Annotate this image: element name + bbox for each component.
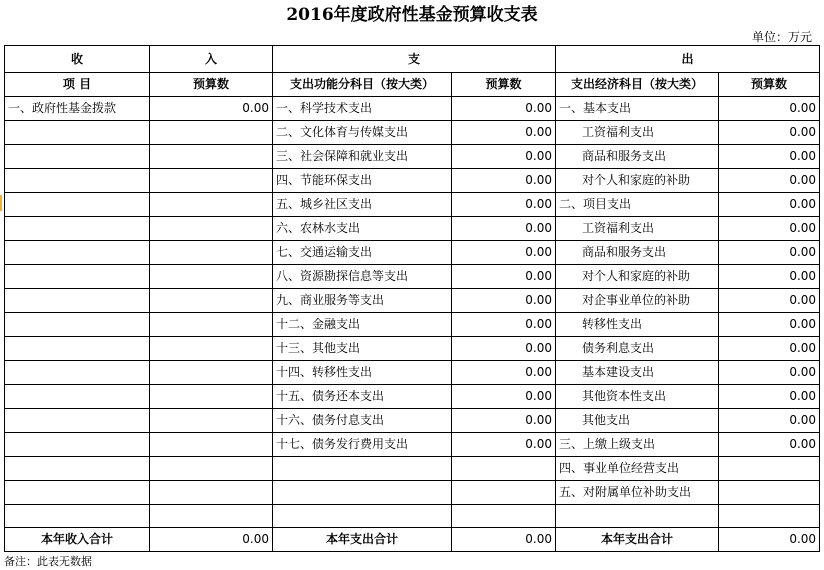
income-budget-cell[interactable] xyxy=(150,433,273,457)
table-row xyxy=(5,409,820,433)
function-total-label[interactable]: 本年支出合计 xyxy=(273,528,452,552)
function-budget-cell[interactable]: 0.00 xyxy=(452,433,556,457)
table-row xyxy=(5,145,820,169)
function-item-cell[interactable]: 八、资源勘探信息等支出 xyxy=(273,265,452,289)
function-budget-cell[interactable]: 0.00 xyxy=(452,337,556,361)
function-item-cell[interactable]: 十五、债务还本支出 xyxy=(273,385,452,409)
economic-budget-cell[interactable]: 0.00 xyxy=(719,121,820,145)
income-item-cell[interactable] xyxy=(5,217,150,241)
economic-item-cell[interactable]: 商品和服务支出 xyxy=(556,145,719,169)
table-row xyxy=(5,265,820,289)
function-item-cell[interactable]: 十六、债务付息支出 xyxy=(273,409,452,433)
function-budget-cell[interactable]: 0.00 xyxy=(452,241,556,265)
row-selection-marker xyxy=(0,195,2,211)
function-item-cell[interactable]: 三、社会保障和就业支出 xyxy=(273,145,452,169)
income-item-cell[interactable] xyxy=(5,193,150,217)
income-budget-cell[interactable] xyxy=(150,265,273,289)
economic-item-cell[interactable]: 四、事业单位经营支出 xyxy=(556,457,719,481)
function-item-cell[interactable]: 二、文化体育与传媒支出 xyxy=(273,121,452,145)
function-item-cell[interactable]: 九、商业服务等支出 xyxy=(273,289,452,313)
economic-item-cell[interactable]: 一、基本支出 xyxy=(556,97,719,121)
function-item-cell[interactable] xyxy=(273,457,452,481)
page-title: 2016年度政府性基金预算收支表 xyxy=(286,5,538,25)
table-row xyxy=(5,505,820,528)
economic-item-cell[interactable]: 对个人和家庭的补助 xyxy=(556,169,719,193)
income-budget-cell[interactable] xyxy=(150,409,273,433)
function-item-cell[interactable]: 六、农林水支出 xyxy=(273,217,452,241)
income-budget-cell[interactable] xyxy=(150,217,273,241)
column-header-row xyxy=(5,73,820,97)
economic-item-cell[interactable]: 商品和服务支出 xyxy=(556,241,719,265)
economic-budget-cell[interactable]: 0.00 xyxy=(719,145,820,169)
economic-item-cell[interactable]: 二、项目支出 xyxy=(556,193,719,217)
economic-budget-cell[interactable] xyxy=(719,457,820,481)
table-row xyxy=(5,457,820,481)
table-row xyxy=(5,385,820,409)
function-item-cell[interactable]: 十二、金融支出 xyxy=(273,313,452,337)
income-item-cell[interactable] xyxy=(5,121,150,145)
economic-budget-cell[interactable] xyxy=(719,481,820,505)
income-item-cell[interactable] xyxy=(5,169,150,193)
economic-budget-cell[interactable]: 0.00 xyxy=(719,97,820,121)
economic-item-cell[interactable]: 工资福利支出 xyxy=(556,121,719,145)
economic-item-cell[interactable]: 债务利息支出 xyxy=(556,337,719,361)
economic-budget-cell[interactable]: 0.00 xyxy=(719,169,820,193)
function-budget-cell[interactable]: 0.00 xyxy=(452,409,556,433)
income-item-cell[interactable] xyxy=(5,313,150,337)
table-row xyxy=(5,337,820,361)
income-item-cell[interactable] xyxy=(5,241,150,265)
income-budget-cell[interactable] xyxy=(150,457,273,481)
income-total-label[interactable]: 本年收入合计 xyxy=(5,528,150,552)
table-row xyxy=(5,313,820,337)
income-budget-cell[interactable] xyxy=(150,169,273,193)
function-budget-cell[interactable]: 0.00 xyxy=(452,217,556,241)
income-item-cell[interactable] xyxy=(5,145,150,169)
income-budget-cell[interactable] xyxy=(150,241,273,265)
income-item-cell[interactable] xyxy=(5,481,150,505)
function-item-cell[interactable]: 四、节能环保支出 xyxy=(273,169,452,193)
income-budget-cell[interactable] xyxy=(150,145,273,169)
economic-budget-cell[interactable]: 0.00 xyxy=(719,241,820,265)
col-header-budget-function[interactable]: 预算数 xyxy=(452,73,556,97)
economic-budget-cell[interactable]: 0.00 xyxy=(719,193,820,217)
economic-item-cell[interactable]: 对个人和家庭的补助 xyxy=(556,265,719,289)
table-row xyxy=(5,289,820,313)
income-group-left[interactable]: 收 xyxy=(5,46,150,73)
table-row xyxy=(5,121,820,145)
income-item-cell[interactable]: 一、政府性基金拨款 xyxy=(5,97,150,121)
economic-budget-cell[interactable]: 0.00 xyxy=(719,337,820,361)
economic-item-cell[interactable]: 其他支出 xyxy=(556,409,719,433)
col-header-budget-economic[interactable]: 预算数 xyxy=(719,73,820,97)
income-budget-cell[interactable] xyxy=(150,361,273,385)
function-total-value[interactable]: 0.00 xyxy=(452,528,556,552)
function-budget-cell[interactable]: 0.00 xyxy=(452,145,556,169)
function-item-cell[interactable] xyxy=(273,505,452,528)
economic-item-cell[interactable]: 三、上缴上级支出 xyxy=(556,433,719,457)
function-item-cell[interactable] xyxy=(273,481,452,505)
col-header-economic[interactable]: 支出经济科目（按大类） xyxy=(556,73,719,97)
table-row xyxy=(5,169,820,193)
income-item-cell[interactable] xyxy=(5,337,150,361)
income-item-cell[interactable] xyxy=(5,385,150,409)
table-row xyxy=(5,193,820,217)
totals-row xyxy=(5,528,820,552)
economic-item-cell[interactable]: 五、对附属单位补助支出 xyxy=(556,481,719,505)
income-budget-cell[interactable] xyxy=(150,337,273,361)
col-header-function[interactable]: 支出功能分科目（按大类） xyxy=(273,73,452,97)
group-header-row xyxy=(5,46,820,73)
income-item-cell[interactable] xyxy=(5,289,150,313)
function-budget-cell[interactable] xyxy=(452,457,556,481)
function-item-cell[interactable]: 十四、转移性支出 xyxy=(273,361,452,385)
function-item-cell[interactable]: 一、科学技术支出 xyxy=(273,97,452,121)
income-item-cell[interactable] xyxy=(5,433,150,457)
function-budget-cell[interactable]: 0.00 xyxy=(452,265,556,289)
function-budget-cell[interactable]: 0.00 xyxy=(452,385,556,409)
economic-item-cell[interactable]: 基本建设支出 xyxy=(556,361,719,385)
income-group-right[interactable]: 入 xyxy=(150,46,273,73)
income-budget-cell[interactable] xyxy=(150,313,273,337)
income-budget-cell[interactable]: 0.00 xyxy=(150,97,273,121)
income-budget-cell[interactable] xyxy=(150,385,273,409)
economic-budget-cell[interactable] xyxy=(719,505,820,528)
income-budget-cell[interactable] xyxy=(150,121,273,145)
income-budget-cell[interactable] xyxy=(150,481,273,505)
income-item-cell[interactable] xyxy=(5,265,150,289)
economic-budget-cell[interactable]: 0.00 xyxy=(719,409,820,433)
expense-group-left[interactable]: 支 xyxy=(273,46,556,73)
function-budget-cell[interactable]: 0.00 xyxy=(452,289,556,313)
economic-budget-cell[interactable]: 0.00 xyxy=(719,265,820,289)
income-budget-cell[interactable] xyxy=(150,193,273,217)
function-item-cell[interactable]: 五、城乡社区支出 xyxy=(273,193,452,217)
economic-total-value[interactable]: 0.00 xyxy=(719,528,820,552)
economic-item-cell[interactable]: 工资福利支出 xyxy=(556,217,719,241)
function-item-cell[interactable]: 十七、债务发行费用支出 xyxy=(273,433,452,457)
economic-item-cell[interactable]: 转移性支出 xyxy=(556,313,719,337)
income-item-cell[interactable] xyxy=(5,361,150,385)
economic-item-cell[interactable]: 对企事业单位的补助 xyxy=(556,289,719,313)
function-item-cell[interactable]: 十三、其他支出 xyxy=(273,337,452,361)
table-row xyxy=(5,217,820,241)
income-budget-cell[interactable] xyxy=(150,505,273,528)
col-header-item[interactable]: 项 目 xyxy=(5,73,150,97)
economic-budget-cell[interactable]: 0.00 xyxy=(719,433,820,457)
table-row xyxy=(5,433,820,457)
col-header-budget-income[interactable]: 预算数 xyxy=(150,73,273,97)
economic-budget-cell[interactable]: 0.00 xyxy=(719,361,820,385)
function-item-cell[interactable]: 七、交通运输支出 xyxy=(273,241,452,265)
economic-budget-cell[interactable]: 0.00 xyxy=(719,217,820,241)
unit-label: 单位：万元 xyxy=(751,30,812,44)
economic-item-cell[interactable] xyxy=(556,505,719,528)
function-budget-cell[interactable]: 0.00 xyxy=(452,313,556,337)
economic-item-cell[interactable]: 其他资本性支出 xyxy=(556,385,719,409)
table-row xyxy=(5,481,820,505)
function-budget-cell[interactable]: 0.00 xyxy=(452,361,556,385)
budget-table xyxy=(4,45,820,552)
function-budget-cell[interactable] xyxy=(452,505,556,528)
function-budget-cell[interactable] xyxy=(452,481,556,505)
function-budget-cell[interactable]: 0.00 xyxy=(452,169,556,193)
economic-total-label[interactable]: 本年支出合计 xyxy=(556,528,719,552)
income-budget-cell[interactable] xyxy=(150,289,273,313)
income-item-cell[interactable] xyxy=(5,457,150,481)
table-note: 备注：此表无数据 xyxy=(4,555,92,568)
income-total-value[interactable]: 0.00 xyxy=(150,528,273,552)
income-item-cell[interactable] xyxy=(5,505,150,528)
expense-group-right[interactable]: 出 xyxy=(556,46,820,73)
income-item-cell[interactable] xyxy=(5,409,150,433)
economic-budget-cell[interactable]: 0.00 xyxy=(719,313,820,337)
table-row xyxy=(5,97,820,121)
function-budget-cell[interactable]: 0.00 xyxy=(452,97,556,121)
economic-budget-cell[interactable]: 0.00 xyxy=(719,289,820,313)
table-row xyxy=(5,361,820,385)
table-row xyxy=(5,241,820,265)
economic-budget-cell[interactable]: 0.00 xyxy=(719,385,820,409)
function-budget-cell[interactable]: 0.00 xyxy=(452,193,556,217)
function-budget-cell[interactable]: 0.00 xyxy=(452,121,556,145)
